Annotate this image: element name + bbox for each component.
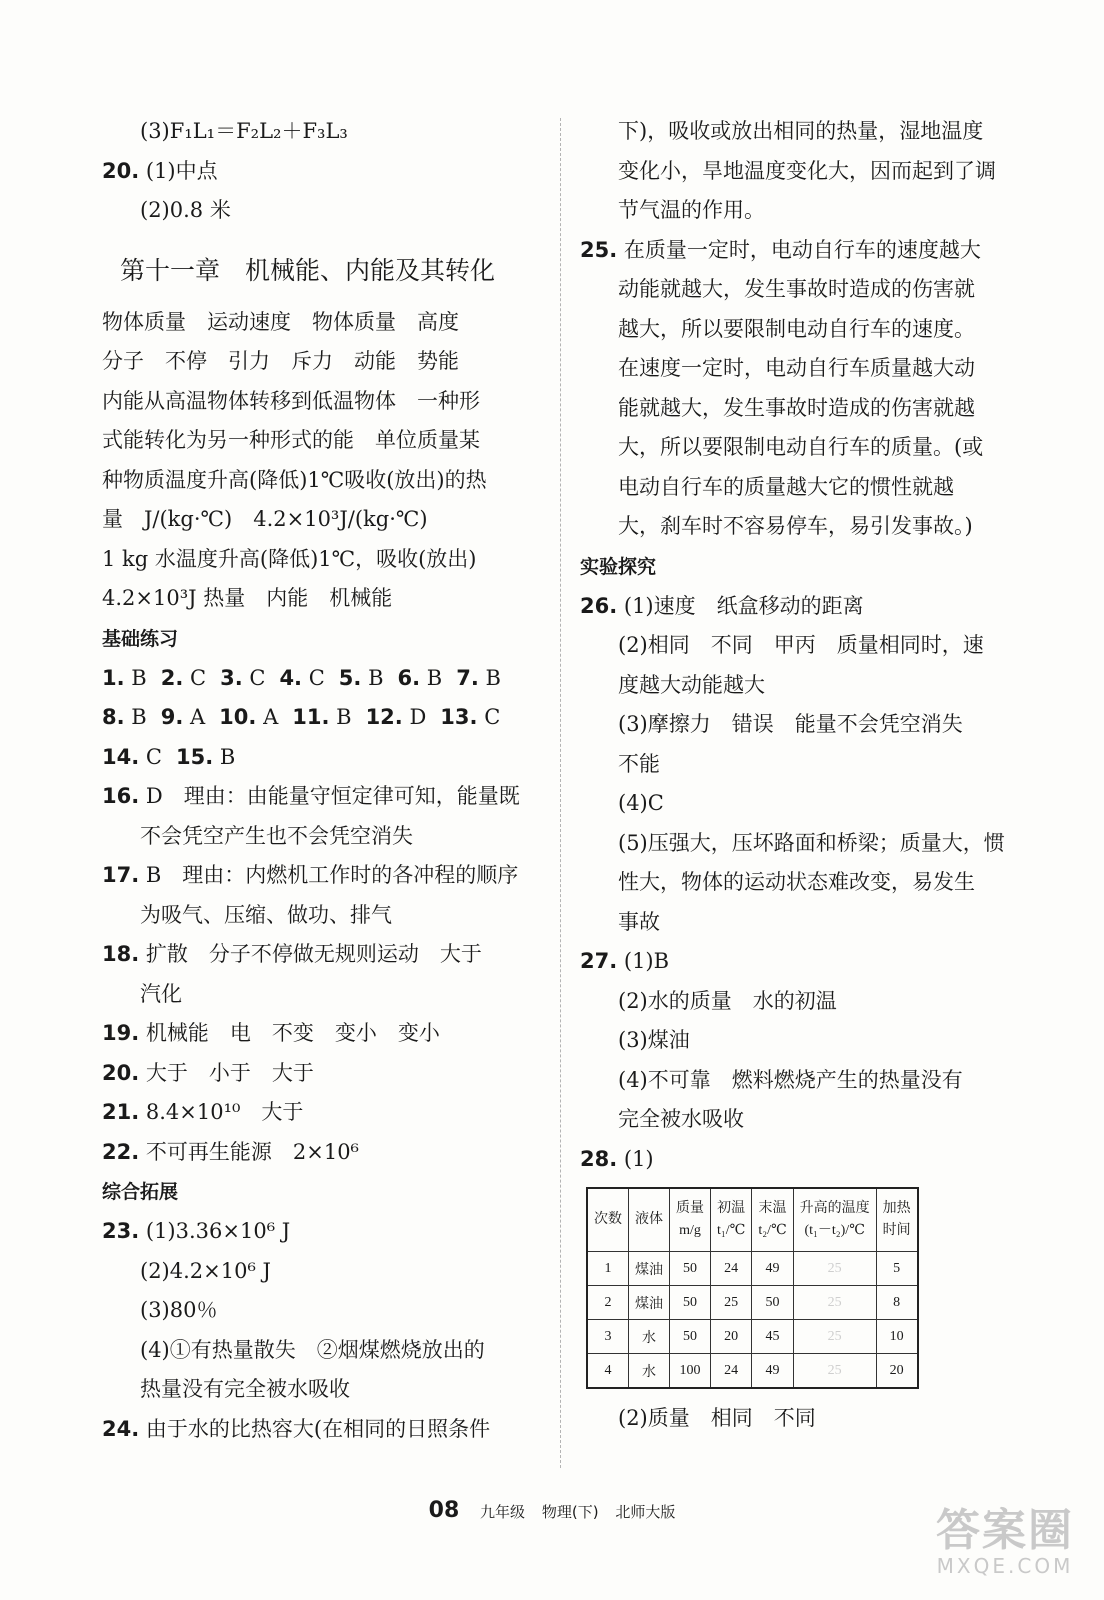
choice-letter: B bbox=[336, 705, 352, 729]
answer-text: (2)0.8 米 bbox=[140, 198, 231, 222]
table-cell: 水 bbox=[629, 1354, 670, 1389]
choice-letter: B bbox=[485, 665, 501, 690]
watermark-url: MXQE.COM bbox=[936, 1554, 1074, 1578]
answer-line bbox=[580, 824, 1020, 864]
question-number: 21. bbox=[102, 1100, 140, 1124]
question-number: 20. bbox=[102, 1060, 140, 1085]
question-number: 20. bbox=[102, 158, 140, 183]
question-number: 11. bbox=[292, 705, 330, 729]
table-cell: 水 bbox=[629, 1320, 670, 1354]
question-number: 25. bbox=[580, 237, 618, 262]
choice-row bbox=[102, 659, 547, 699]
answer-line bbox=[580, 231, 1020, 271]
question-number: 19. bbox=[102, 1021, 140, 1045]
answer-line bbox=[580, 903, 1020, 943]
table-header-cell bbox=[876, 1188, 918, 1252]
answer-text: (1)B bbox=[617, 949, 670, 973]
answer-text: (1) bbox=[617, 1146, 654, 1171]
question-number: 9. bbox=[160, 705, 184, 729]
table-cell: 5 bbox=[876, 1252, 918, 1286]
answer-text: 热量没有完全被水吸收 bbox=[140, 1377, 350, 1401]
table-cell: 10 bbox=[876, 1320, 918, 1354]
answer-text: 完全被水吸收 bbox=[618, 1107, 744, 1131]
table-row bbox=[587, 1286, 918, 1320]
answer-line bbox=[102, 777, 547, 817]
answer-line bbox=[580, 1140, 1020, 1180]
question-number: 22. bbox=[102, 1139, 140, 1164]
answer-line bbox=[580, 982, 1020, 1022]
answer-text: (2)水的质量 水的初温 bbox=[618, 988, 837, 1013]
basic-practice-answers bbox=[102, 777, 547, 1172]
answer-text: 大，所以要限制电动自行车的质量。(或 bbox=[618, 435, 984, 459]
choice-answer bbox=[279, 659, 324, 699]
question-number: 2. bbox=[160, 665, 184, 690]
experiment-answers bbox=[580, 587, 1020, 1180]
question-number: 1. bbox=[102, 665, 125, 690]
choice-answer bbox=[161, 698, 205, 738]
question-number: 12. bbox=[365, 705, 403, 729]
answer-line bbox=[580, 705, 1020, 745]
answer-text: (4)不可靠 燃料燃烧产生的热量没有 bbox=[618, 1067, 963, 1092]
answer-line bbox=[580, 1061, 1020, 1101]
summary-line: 种物质温度升高(降低)1℃吸收(放出)的热 bbox=[102, 467, 487, 492]
answer-line bbox=[102, 1093, 547, 1133]
answer-text: (2)质量 相同 不同 bbox=[618, 1406, 816, 1430]
answer-text: 汽化 bbox=[140, 981, 182, 1006]
table-cell: 2 bbox=[587, 1286, 629, 1320]
question-number: 3. bbox=[220, 665, 243, 690]
header-text: m/g bbox=[679, 1223, 701, 1238]
table-header-cell bbox=[793, 1188, 876, 1252]
question-number: 13. bbox=[440, 705, 478, 729]
answer-text: 大于 小于 大于 bbox=[139, 1060, 314, 1085]
table-cell: 4 bbox=[587, 1354, 629, 1389]
answer-text: (5)压强大，压坏路面和桥梁；质量大，惯 bbox=[618, 830, 1005, 855]
table-header-cell bbox=[752, 1188, 793, 1252]
answer-text: 机械能 电 不变 变小 变小 bbox=[139, 1021, 440, 1045]
header-text: 升高的温度 bbox=[799, 1201, 870, 1216]
summary-line: 量 J/(kg·℃) 4.2×10³J/(kg·℃) bbox=[102, 507, 428, 531]
table-cell: 20 bbox=[876, 1354, 918, 1389]
header-text: 次数 bbox=[594, 1212, 622, 1227]
answer-line bbox=[102, 856, 547, 896]
table-cell: 49 bbox=[752, 1252, 793, 1286]
header-text: 时间 bbox=[882, 1223, 911, 1238]
answer-text: 不可再生能源 2×10⁶ bbox=[139, 1139, 359, 1164]
multiple-choice-answers bbox=[102, 659, 547, 778]
choice-letter: D bbox=[409, 705, 427, 729]
answer-text: (3)煤油 bbox=[618, 1028, 690, 1052]
answer-text: (1)中点 bbox=[139, 158, 218, 183]
summary-line: 式能转化为另一种形式的能 单位质量某 bbox=[102, 428, 480, 452]
choice-answer bbox=[398, 659, 443, 699]
question-number: 10. bbox=[219, 705, 257, 729]
answer-text: (3)80％ bbox=[140, 1298, 218, 1322]
answer-text: 由于水的比热容大(在相同的日照条件 bbox=[139, 1416, 491, 1441]
header-text: 加热 bbox=[882, 1201, 911, 1216]
extension-answers bbox=[102, 1212, 547, 1449]
section-comprehensive-extension: 综合拓展 bbox=[102, 1181, 179, 1203]
question-number: 18. bbox=[102, 942, 140, 966]
answer-line bbox=[102, 1212, 547, 1252]
answer-line bbox=[580, 745, 1020, 785]
answer-text: 性大，物体的运动状态难改变，易发生 bbox=[618, 870, 975, 894]
question-number: 24. bbox=[102, 1416, 140, 1441]
answer-line bbox=[102, 1370, 547, 1410]
choice-answer bbox=[440, 698, 500, 738]
page-number: 08 bbox=[428, 1498, 460, 1523]
table-cell: 45 bbox=[752, 1320, 793, 1354]
answer-text: 为吸气、压缩、做功、排气 bbox=[140, 902, 392, 927]
answer-line bbox=[580, 191, 1020, 231]
answer-line bbox=[580, 1100, 1020, 1140]
column-divider bbox=[560, 118, 561, 1468]
chapter-summary bbox=[102, 303, 547, 619]
answer-text: 大，刹车时不容易停车，易引发事故。) bbox=[618, 514, 973, 538]
choice-answer bbox=[102, 738, 162, 778]
header-text: 液体 bbox=[635, 1212, 663, 1227]
answer-line bbox=[102, 975, 547, 1015]
answer-text: 变化小，旱地温度变化大，因而起到了调 bbox=[618, 158, 996, 183]
table-cell: 煤油 bbox=[629, 1286, 670, 1320]
choice-answer bbox=[339, 659, 384, 699]
header-text: 质量 bbox=[676, 1201, 704, 1216]
summary-line: 4.2×10³J 热量 内能 机械能 bbox=[102, 586, 393, 610]
table-cell: 49 bbox=[752, 1354, 793, 1389]
answer-line bbox=[102, 935, 547, 975]
left-column bbox=[102, 112, 547, 1449]
answer-text: B 理由：内燃机工作时的各冲程的顺序 bbox=[139, 863, 519, 887]
question-number: 26. bbox=[580, 593, 618, 618]
table-cell: 50 bbox=[670, 1252, 711, 1286]
answer-text: (3)摩擦力 错误 能量不会凭空消失 bbox=[618, 712, 963, 736]
choice-answer bbox=[366, 698, 427, 738]
answer-line bbox=[102, 191, 547, 231]
question-number: 5. bbox=[338, 665, 362, 690]
table-cell: 3 bbox=[587, 1320, 629, 1354]
table-row bbox=[587, 1354, 918, 1389]
choice-letter: C bbox=[145, 744, 162, 769]
choice-row bbox=[102, 738, 547, 778]
choice-letter: B bbox=[131, 705, 147, 729]
table-header-cell bbox=[711, 1188, 752, 1252]
answer-text: 度越大动能越大 bbox=[618, 672, 765, 697]
answer-text: 动能就越大，发生事故时造成的伤害就 bbox=[618, 277, 975, 301]
header-text: 初温 bbox=[717, 1201, 746, 1216]
choice-letter: A bbox=[263, 705, 279, 729]
right-column bbox=[580, 112, 1020, 1439]
answer-text: 扩散 分子不停做无规则运动 大于 bbox=[139, 942, 482, 966]
answer-line bbox=[580, 389, 1020, 429]
choice-letter: B bbox=[368, 665, 384, 690]
answers-24-25 bbox=[580, 112, 1020, 547]
question-number: 27. bbox=[580, 949, 618, 973]
answer-line bbox=[102, 152, 547, 192]
table-cell: 100 bbox=[670, 1354, 711, 1389]
question-number: 6. bbox=[397, 665, 421, 690]
summary-line: 1 kg 水温度升高(降低)1℃，吸收(放出) bbox=[102, 546, 477, 571]
answer-line bbox=[580, 112, 1020, 152]
answer-line bbox=[102, 1014, 547, 1054]
header-text: 末温 bbox=[758, 1201, 787, 1216]
answer-line bbox=[580, 626, 1020, 666]
answer-line bbox=[580, 1399, 1020, 1439]
answer-text: 不会凭空产生也不会凭空消失 bbox=[140, 823, 413, 848]
table-row bbox=[587, 1320, 918, 1354]
footer-subject: 物理(下) bbox=[541, 1503, 599, 1521]
choice-letter: B bbox=[131, 665, 147, 690]
table-cell: 50 bbox=[670, 1320, 711, 1354]
header-text: t₁/℃ bbox=[717, 1223, 746, 1238]
answer-line bbox=[580, 270, 1020, 310]
answer-line bbox=[580, 507, 1020, 547]
watermark-logo-text: 答案圈 bbox=[936, 1505, 1074, 1556]
table-cell: 25 bbox=[711, 1286, 752, 1320]
answer-text: 在质量一定时，电动自行车的速度越大 bbox=[617, 237, 981, 262]
table-cell: 8 bbox=[876, 1286, 918, 1320]
section-basic-practice: 基础练习 bbox=[102, 627, 179, 650]
watermark-logo bbox=[936, 1505, 1074, 1578]
question-number: 14. bbox=[102, 744, 140, 769]
answer-line bbox=[580, 863, 1020, 903]
answer-text: (4)①有热量散失 ②烟煤燃烧放出的 bbox=[140, 1337, 485, 1362]
answer-text: D 理由：由能量守恒定律可知，能量既 bbox=[139, 784, 520, 808]
answer-line bbox=[102, 112, 547, 152]
answer-text: 不能 bbox=[618, 751, 660, 776]
table-row bbox=[587, 1252, 918, 1286]
question-number: 15. bbox=[175, 744, 214, 769]
choice-answer bbox=[219, 698, 278, 738]
question-lines-top bbox=[102, 112, 547, 231]
choice-letter: C bbox=[484, 705, 501, 729]
table-cell: 25 bbox=[793, 1252, 876, 1286]
table-body bbox=[587, 1252, 918, 1389]
answer-line bbox=[102, 1133, 547, 1173]
answer-line bbox=[580, 152, 1020, 192]
choice-answer bbox=[456, 659, 501, 699]
choice-letter: C bbox=[308, 665, 325, 690]
question-number: 7. bbox=[456, 665, 479, 690]
choice-answer bbox=[161, 659, 206, 699]
answer-line bbox=[102, 896, 547, 936]
header-text: (t₁－t₂)/℃ bbox=[804, 1223, 865, 1238]
answer-text: 下)，吸收或放出相同的热量，湿地温度 bbox=[618, 119, 984, 143]
answer-line bbox=[102, 1252, 547, 1292]
answer-text: (4)C bbox=[618, 791, 664, 815]
footer-edition: 北师大版 bbox=[615, 1503, 676, 1521]
table-cell: 20 bbox=[711, 1320, 752, 1354]
answer-line bbox=[580, 468, 1020, 508]
footer-grade: 九年级 bbox=[480, 1503, 526, 1521]
choice-row bbox=[102, 698, 547, 738]
answer-text: (2)相同 不同 甲丙 质量相同时，速 bbox=[618, 633, 984, 657]
choice-letter: B bbox=[219, 744, 236, 769]
answer-line bbox=[580, 310, 1020, 350]
answer-line bbox=[102, 1054, 547, 1094]
answer-line bbox=[102, 1291, 547, 1331]
table-header-cell bbox=[629, 1188, 670, 1252]
table-header-cell bbox=[587, 1188, 629, 1252]
answer-text: 在速度一定时，电动自行车质量越大动 bbox=[618, 356, 975, 380]
answer-text: 节气温的作用。 bbox=[618, 198, 765, 222]
question-number: 8. bbox=[102, 705, 125, 729]
table-header-cell bbox=[670, 1188, 711, 1252]
answer-text: (1)速度 纸盒移动的距离 bbox=[617, 593, 864, 618]
choice-answer bbox=[220, 659, 265, 699]
answer-line bbox=[580, 349, 1020, 389]
answer-line bbox=[102, 817, 547, 857]
question-number: 23. bbox=[102, 1219, 140, 1243]
answer-line bbox=[580, 428, 1020, 468]
choice-answer bbox=[102, 659, 147, 699]
answer-line bbox=[580, 784, 1020, 824]
answer-text: 事故 bbox=[618, 909, 660, 934]
experiment-data-table bbox=[586, 1187, 919, 1389]
table-cell: 25 bbox=[793, 1354, 876, 1389]
answer-text: 8.4×10¹⁰ 大于 bbox=[139, 1100, 304, 1124]
question-number: 4. bbox=[279, 665, 303, 690]
choice-letter: C bbox=[190, 665, 207, 690]
section-experiment: 实验探究 bbox=[580, 555, 657, 578]
answer-line bbox=[102, 1410, 547, 1450]
question-number: 17. bbox=[102, 863, 140, 887]
answer-text: 电动自行车的质量越大它的惯性就越 bbox=[618, 474, 954, 499]
table-cell: 1 bbox=[587, 1252, 629, 1286]
table-cell: 24 bbox=[711, 1252, 752, 1286]
table-cell: 50 bbox=[752, 1286, 793, 1320]
answer-text: 能就越大，发生事故时造成的伤害就越 bbox=[618, 395, 975, 420]
answer-text: 越大，所以要限制电动自行车的速度。 bbox=[618, 316, 975, 341]
chapter-title: 第十一章 机械能、内能及其转化 bbox=[120, 255, 496, 285]
answer-line bbox=[580, 1021, 1020, 1061]
choice-letter: B bbox=[426, 665, 443, 690]
answer-line bbox=[102, 1331, 547, 1371]
answer-line bbox=[580, 666, 1020, 706]
choice-answer bbox=[176, 738, 235, 778]
answer-text: (2)4.2×10⁶ J bbox=[140, 1258, 271, 1283]
summary-line: 物体质量 运动速度 物体质量 高度 bbox=[102, 309, 459, 334]
choice-letter: C bbox=[249, 665, 266, 690]
table-cell: 25 bbox=[793, 1320, 876, 1354]
table-cell: 50 bbox=[670, 1286, 711, 1320]
summary-line: 内能从高温物体转移到低温物体 一种形 bbox=[102, 388, 480, 413]
answer-line bbox=[580, 587, 1020, 627]
table-cell: 24 bbox=[711, 1354, 752, 1389]
answer-28-2 bbox=[580, 1399, 1020, 1439]
header-text: t₂/℃ bbox=[758, 1223, 787, 1238]
table-cell: 25 bbox=[793, 1286, 876, 1320]
table-cell: 煤油 bbox=[629, 1252, 670, 1286]
question-number: 16. bbox=[102, 784, 140, 808]
choice-letter: A bbox=[190, 705, 206, 729]
answer-text: (3)F₁L₁＝F₂L₂＋F₃L₃ bbox=[140, 119, 348, 143]
summary-line: 分子 不停 引力 斥力 动能 势能 bbox=[102, 349, 459, 373]
choice-answer bbox=[292, 698, 351, 738]
answer-text: (1)3.36×10⁶ J bbox=[139, 1219, 291, 1243]
answer-line bbox=[580, 942, 1020, 982]
question-number: 28. bbox=[580, 1146, 618, 1171]
table-header-row bbox=[587, 1188, 918, 1252]
choice-answer bbox=[102, 698, 147, 738]
